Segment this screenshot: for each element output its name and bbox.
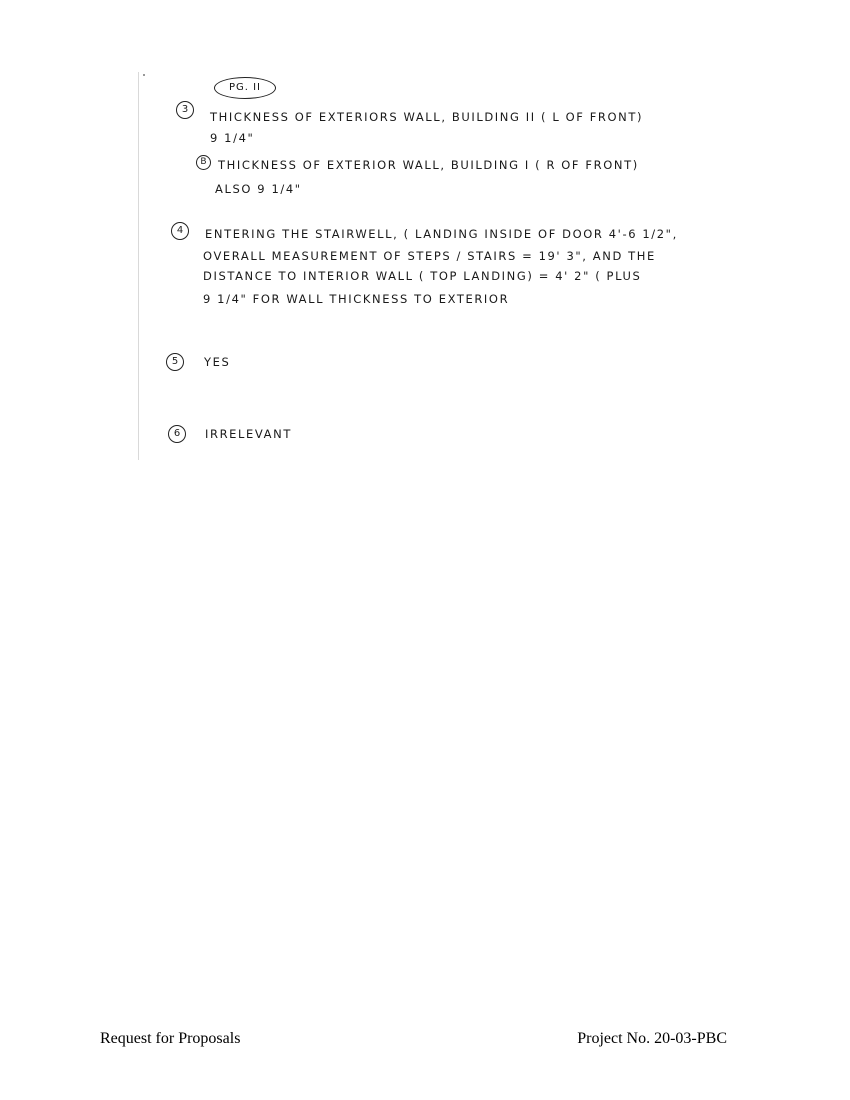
item-3-number: 3 (176, 101, 194, 119)
item-3-line-1: THICKNESS OF EXTERIORS WALL, BUILDING II ( L OF FRONT) (210, 110, 644, 124)
item-5-answer: YES (204, 355, 231, 369)
scan-edge-line (138, 72, 139, 460)
item-4-number: 4 (171, 222, 189, 240)
item-6-answer: IRRELEVANT (205, 427, 292, 441)
page-tag: PG. II (214, 77, 276, 99)
footer-left-text: Request for Proposals (100, 1030, 241, 1047)
footer-right-text: Project No. 20-03-PBC (577, 1030, 727, 1047)
item-4-line-1: ENTERING THE STAIRWELL, ( LANDING INSIDE OF DOOR 4'-6 1/2", (205, 227, 678, 241)
item-4-line-4: 9 1/4" FOR WALL THICKNESS TO EXTERIOR (203, 292, 510, 306)
item-3b-letter: B (196, 155, 211, 170)
item-3b-line-2: ALSO 9 1/4" (215, 182, 302, 196)
item-3-line-2: 9 1/4" (210, 131, 255, 145)
item-3b-line-1: THICKNESS OF EXTERIOR WALL, BUILDING I ( R OF FRONT) (218, 158, 639, 172)
item-6-number: 6 (168, 425, 186, 443)
scan-speck (143, 74, 145, 76)
item-4-line-3: DISTANCE TO INTERIOR WALL ( TOP LANDING) = 4' 2" ( PLUS (203, 269, 642, 283)
item-5-number: 5 (166, 353, 184, 371)
item-4-line-2: OVERALL MEASUREMENT OF STEPS / STAIRS = 19' 3", AND THE (203, 249, 656, 263)
